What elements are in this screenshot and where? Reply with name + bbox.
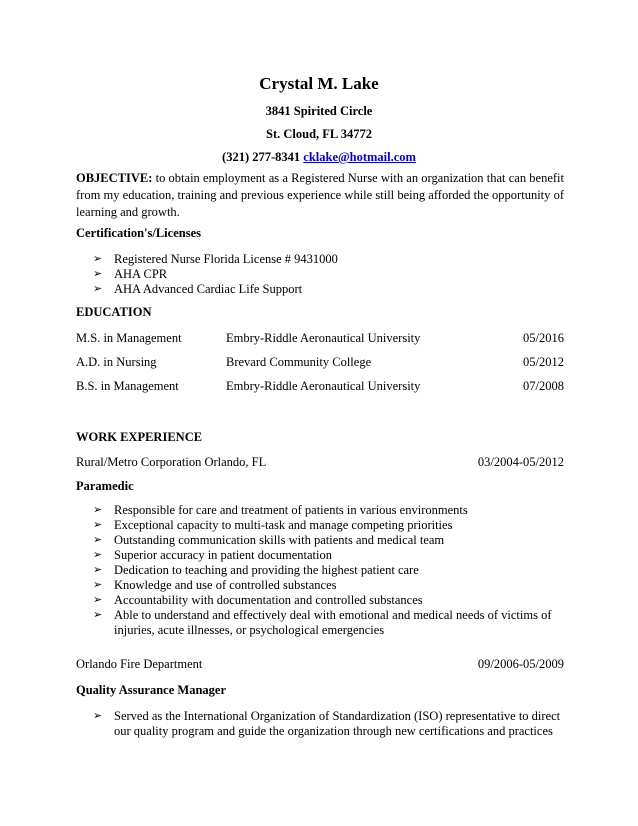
list-item: ➢ Knowledge and use of controlled substances — [93, 578, 337, 592]
school: Brevard Community College — [226, 355, 372, 369]
date: 05/2016 — [523, 331, 564, 345]
school: Embry-Riddle Aeronautical University — [226, 331, 421, 345]
list-item: ➢ AHA Advanced Cardiac Life Support — [93, 282, 303, 296]
phone-number: (321) 277-8341 — [222, 150, 301, 164]
certifications-list — [93, 252, 564, 297]
work-heading: WORK EXPERIENCE — [76, 430, 203, 444]
education-row — [76, 355, 564, 372]
education-row — [76, 331, 564, 348]
address-line-1: 3841 Spirited Circle — [265, 104, 373, 118]
list-item: ➢ Exceptional capacity to multi-task and manage competing priorities — [93, 518, 453, 532]
bullet-arrow-icon: ➢ — [93, 549, 103, 561]
bullet-arrow-icon: ➢ — [93, 519, 103, 531]
bullet-arrow-icon: ➢ — [93, 609, 103, 621]
bullet-arrow-icon: ➢ — [93, 534, 103, 546]
degree: B.S. in Management — [76, 379, 179, 393]
job-title: Paramedic — [76, 479, 134, 493]
list-item: ➢ Responsible for care and treatment of patients in various environments — [93, 503, 468, 517]
bullet-arrow-icon: ➢ — [93, 268, 103, 280]
education-heading: EDUCATION — [76, 305, 152, 319]
employer: Orlando Fire Department — [76, 657, 203, 671]
contact-line — [0, 150, 638, 165]
degree: M.S. in Management — [76, 331, 182, 345]
job-title: Quality Assurance Manager — [76, 683, 226, 697]
candidate-name: Crystal M. Lake — [259, 74, 379, 93]
objective-label: OBJECTIVE: — [76, 171, 153, 185]
email-link[interactable]: cklake@hotmail.com — [303, 150, 416, 164]
school: Embry-Riddle Aeronautical University — [226, 379, 421, 393]
list-item: ➢ Outstanding communication skills with patients and medical team — [93, 533, 445, 547]
employer: Rural/Metro Corporation Orlando, FL — [76, 455, 267, 469]
bullet-arrow-icon: ➢ — [93, 253, 103, 265]
address-line-2: St. Cloud, FL 34772 — [266, 127, 372, 141]
objective-text: to obtain employment as a Registered Nurse with an organization that can benefit from my education, training and previous experience while still being afforded the opportunity of learning and growth. — [76, 171, 564, 219]
bullet-arrow-icon: ➢ — [93, 504, 103, 516]
job-dates: 09/2006-05/2009 — [477, 657, 564, 671]
date: 07/2008 — [523, 379, 564, 393]
bullet-arrow-icon: ➢ — [93, 283, 103, 295]
list-item: ➢ Served as the International Organization of Standardization (ISO) representative to direct our quality program and guide the organization through new certifications and practices — [93, 709, 561, 738]
bullet-arrow-icon: ➢ — [93, 564, 103, 576]
list-item: ➢ AHA CPR — [93, 267, 168, 281]
job-dates: 03/2004-05/2012 — [477, 455, 564, 469]
education-row — [76, 379, 564, 396]
date: 05/2012 — [523, 355, 564, 369]
certifications-heading: Certification's/Licenses — [76, 226, 201, 240]
list-item: ➢ Registered Nurse Florida License # 9431000 — [93, 252, 338, 266]
degree: A.D. in Nursing — [76, 355, 157, 369]
job-duties-list — [93, 503, 564, 638]
list-item: ➢ Accountability with documentation and controlled substances — [93, 593, 423, 607]
list-item: ➢ Superior accuracy in patient documentation — [93, 548, 332, 562]
job-duties-list — [93, 709, 564, 739]
objective-section — [76, 170, 564, 221]
list-item: ➢ Dedication to teaching and providing the highest patient care — [93, 563, 419, 577]
bullet-arrow-icon: ➢ — [93, 594, 103, 606]
bullet-arrow-icon: ➢ — [93, 710, 103, 722]
list-item: ➢ Able to understand and effectively deal with emotional and medical needs of victims of injuries, acute illnesses, or psychological emergencies — [93, 608, 552, 637]
bullet-arrow-icon: ➢ — [93, 579, 103, 591]
